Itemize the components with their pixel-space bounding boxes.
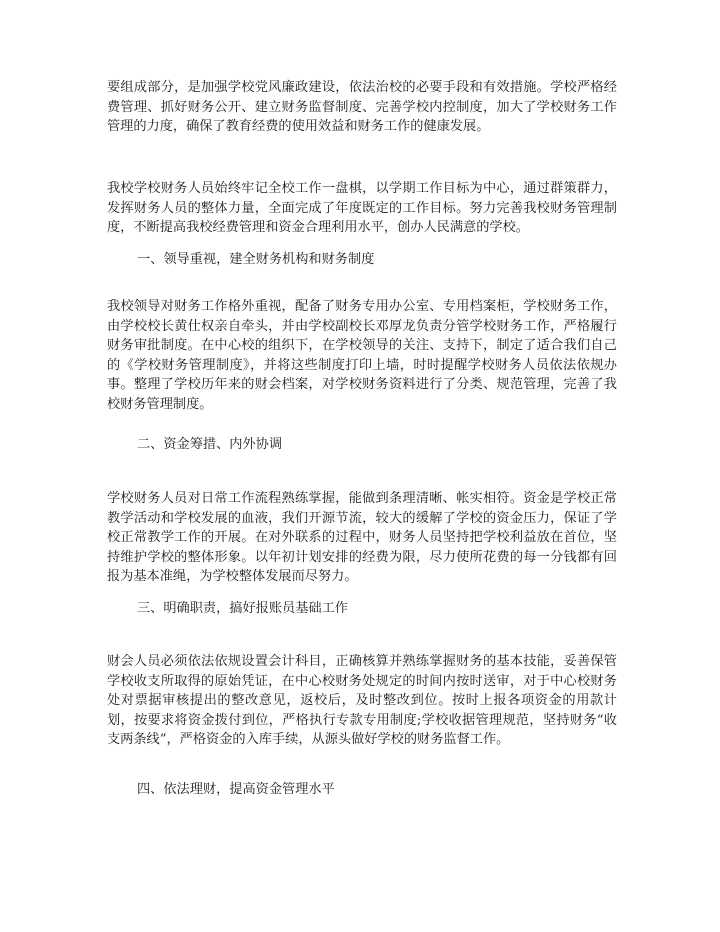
section-heading-4: 四、依法理财，提高资金管理水平 bbox=[137, 782, 335, 797]
section-heading-3: 三、明确职责，搞好报账员基础工作 bbox=[137, 601, 348, 616]
section-heading-1: 一、领导重视，建全财务机构和财务制度 bbox=[137, 252, 375, 267]
paragraph-intro: 要组成部分，是加强学校党风廉政建设，依法治校的必要手段和有效措施。学校严格经费管理、抓好财务公开、建立财务监督制度、完善学校内控制度，加大了学校财务工作管理的力度，确保了教育经费的使用效益和财务工作的健康发展。 bbox=[107, 80, 617, 135]
section-heading-2: 二、资金筹措、内外协调 bbox=[137, 437, 283, 452]
paragraph-section-2: 学校财务人员对日常工作流程熟练掌握，能做到条理清晰、帐实相符。资金是学校正常教学活动和学校发展的血液，我们开源节流，较大的缓解了学校的资金压力，保证了学校正常教学工作的开展。在对外联系的过程中，财务人员坚持把学校利益放在首位，坚持维护学校的整体形象。以年初计划安排的经费为限，尽力使所花费的每一分钱都有回报为基本准绳，为学校整体发展而尽努力。 bbox=[107, 491, 617, 585]
paragraph-section-1: 我校领导对财务工作格外重视，配备了财务专用办公室、专用档案柜，学校财务工作，由学校校长黄仕权亲自牵头，并由学校副校长邓厚龙负责分管学校财务工作，严格履行财务审批制度。在中心校的组织下，在学校领导的关注、支持下，制定了适合我们自己的《学校财务管理制度》，并将这些制度打印上墙，时时提醒学校财务人员依法依规办事。整理了学校历年来的财会档案，对学校财务资料进行了分类、规范管理，完善了我校财务管理制度。 bbox=[107, 299, 617, 412]
paragraph-overview: 我校学校财务人员始终牢记全校工作一盘棋，以学期工作目标为中心，通过群策群力，发挥财务人员的整体力量，全面完成了年度既定的工作目标。努力完善我校财务管理制度，不断提高我校经费管理和资金合理利用水平，创办人民满意的学校。 bbox=[107, 181, 617, 236]
paragraph-section-3: 财会人员必须依法依规设置会计科目，正确核算并熟练掌握财务的基本技能，妥善保管学校收支所取得的原始凭证，在中心校财务处规定的时间内按时送审，对于中心校财务处对票据审核提出的整改意见，返校后，及时整改到位。按时上报各项资金的用款计划，按要求将资金拨付到位，严格执行专款专用制度;学校收据管理规范，坚持财务“收支两条线”，严格资金的入库手续，从源头做好学校的财务监督工作。 bbox=[107, 654, 617, 748]
